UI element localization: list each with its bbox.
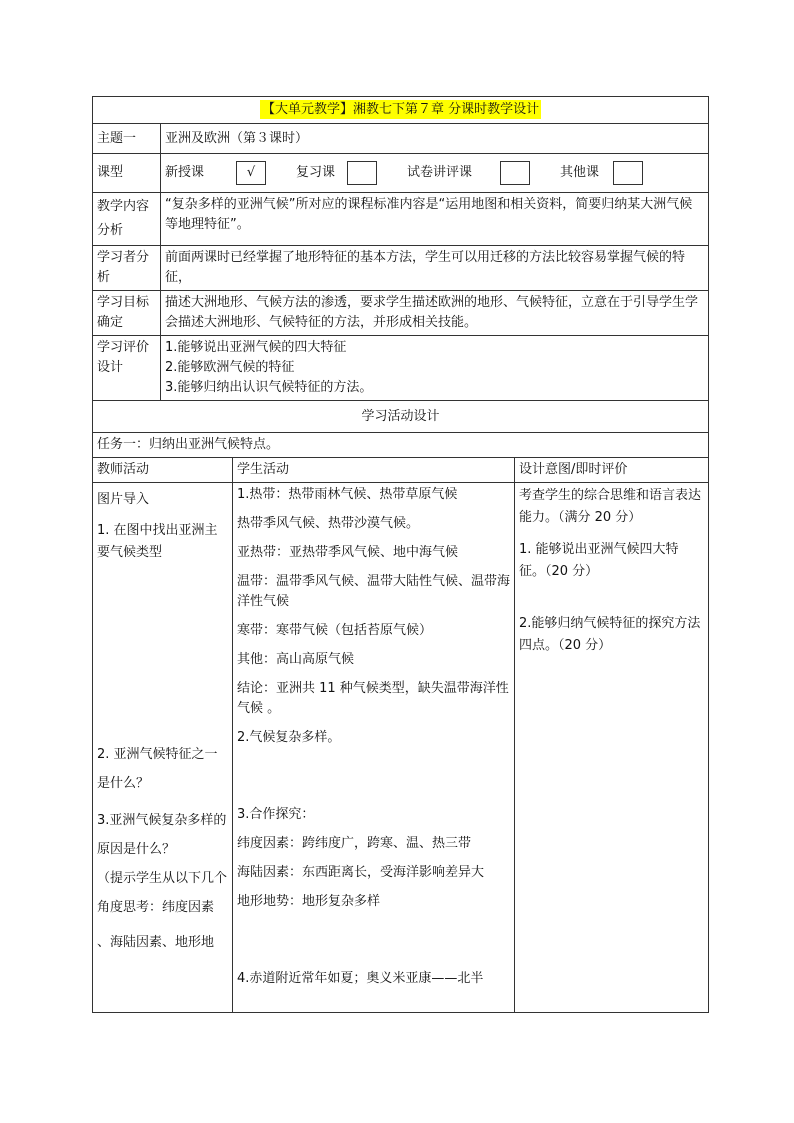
checkbox-other[interactable]	[613, 161, 643, 185]
topic-label: 主题一	[93, 124, 161, 154]
student-line: 地形地势：地形复杂多样	[237, 894, 381, 909]
objectives-label: 学习目标确定	[93, 291, 161, 336]
teacher-line: 2. 亚洲气候特征之一是什么？	[97, 747, 218, 791]
teacher-line: 、海陆因素、地形地	[97, 935, 215, 950]
student-line: 3.合作探究：	[237, 807, 315, 822]
learner-analysis-label: 学习者分析	[93, 246, 161, 291]
evaluation-item: 2.能够欧洲气候的特征	[165, 360, 295, 375]
document-title: 【大单元教学】湘教七下第７章 分课时教学设计	[261, 102, 540, 117]
content-analysis-label: 教学内容分析	[93, 193, 161, 246]
lesson-plan-page	[92, 96, 708, 1013]
column-student: 学生活动	[233, 458, 515, 483]
objectives-text: 描述大洲地形、气候方法的渗透，要求学生描述欧洲的地形、气候特征，立意在于引导学生学会描述大洲地形、气候特征的方法，并形成相关技能。	[161, 291, 709, 336]
evaluation-item: 1.能够说出亚洲气候的四大特征	[165, 340, 347, 355]
student-line: 纬度因素：跨纬度广，跨寒、温、热三带	[237, 836, 472, 851]
evaluation-label: 学习评价设计	[93, 336, 161, 401]
student-line: 热带季风气候、热带沙漠气候。	[237, 516, 420, 531]
design-cell	[515, 483, 709, 1013]
teacher-activity-cell	[93, 483, 233, 1013]
student-line: 2.气候复杂多样。	[237, 730, 341, 745]
teacher-line: 图片导入	[97, 492, 150, 507]
student-line: 温带：温带季风气候、温带大陆性气候、温带海洋性气候	[237, 574, 511, 609]
teacher-line: 1. 在图中找出亚洲主要气候类型	[97, 523, 218, 560]
evaluation-item: 3.能够归纳出认识气候特征的方法。	[165, 380, 373, 395]
checkbox-review[interactable]	[347, 161, 377, 185]
checkbox-new[interactable]: √	[236, 161, 266, 185]
teacher-line: 3.亚洲气候复杂多样的原因是什么？	[97, 813, 227, 857]
title-cell	[93, 97, 709, 124]
teacher-line: （提示学生从以下几个角度思考：纬度因素	[97, 871, 228, 915]
student-line: 4.赤道附近常年如夏；奥义米亚康——北半	[237, 971, 484, 986]
course-type-other: 其他课	[560, 165, 600, 180]
course-type-cell	[161, 154, 709, 193]
lesson-plan-table	[92, 96, 709, 1013]
student-line: 寒带：寒带气候（包括苔原气候）	[237, 623, 433, 638]
content-analysis-text: “复杂多样的亚洲气候”所对应的课程标准内容是“运用地图和相关资料，简要归纳某大洲气候等地理特征”。	[161, 193, 709, 246]
design-item: 考查学生的综合思维和语言表达能力。（满分 20 分）	[519, 488, 702, 525]
course-type-label: 课型	[93, 154, 161, 193]
student-line: 1.热带：热带雨林气候、热带草原气候	[237, 487, 458, 502]
student-line: 亚热带：亚热带季风气候、地中海气候	[237, 545, 459, 560]
task-row: 任务一：归纳出亚洲气候特点。	[93, 433, 709, 458]
column-design: 设计意图/即时评价	[515, 458, 709, 483]
course-type-new: 新授课	[165, 165, 205, 180]
column-teacher: 教师活动	[93, 458, 233, 483]
course-type-review: 复习课	[296, 165, 336, 180]
student-line: 结论：亚洲共 11 种气候类型，缺失温带海洋性气候 。	[237, 681, 509, 716]
student-activity-cell	[233, 483, 515, 1013]
student-line: 海陆因素：东西距离长，受海洋影响差异大	[237, 865, 485, 880]
checkbox-exam[interactable]	[500, 161, 530, 185]
learner-analysis-text: 前面两课时已经掌握了地形特征的基本方法，学生可以用迁移的方法比较容易掌握气候的特征，	[161, 246, 709, 291]
course-type-exam: 试卷讲评课	[407, 165, 473, 180]
evaluation-list	[161, 336, 709, 401]
student-line: 其他：高山高原气候	[237, 652, 355, 667]
design-item: 1. 能够说出亚洲气候四大特征。（20 分）	[519, 542, 679, 579]
design-item: 2.能够归纳气候特征的探究方法四点。（20 分）	[519, 616, 701, 653]
topic-value: 亚洲及欧洲（第３课时）	[161, 124, 709, 154]
activity-header: 学习活动设计	[93, 401, 709, 433]
